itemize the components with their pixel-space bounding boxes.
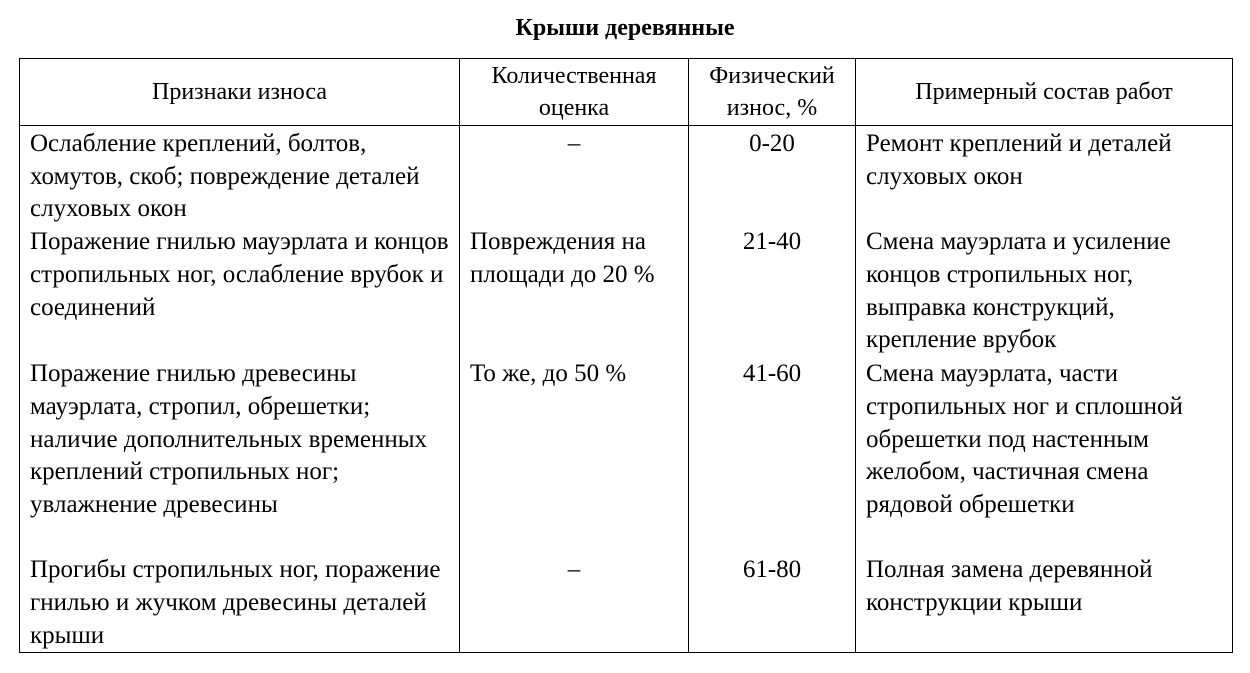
cell-wear: 41-60 [689,358,856,554]
cell-wear: 0-20 [689,126,856,227]
table-row [20,226,1233,358]
cell-signs: Ослабление креплений, болтов, хомутов, скоб; повреждение деталей слуховых окон [20,126,460,227]
cell-signs: Поражение гнилью древесины мауэрлата, стропил, обрешетки; наличие дополнительных временных креплений стропильных ног; увлажнение древесины [20,358,460,554]
table-row [20,554,1233,653]
page-title: Крыши деревянные [515,15,735,41]
cell-works: Полная замена деревянной конструкции крыши [856,554,1233,653]
cell-wear: 61-80 [689,554,856,653]
cell-quantity: Повреждения на площади до 20 % [460,226,689,358]
cell-works: Смена мауэрлата, части стропильных ног и сплошной обрешетки под настенным желобом, частичная смена рядовой обрешетки [856,358,1233,554]
cell-quantity: – [460,126,689,227]
cell-wear: 21-40 [689,226,856,358]
wear-table [19,58,1233,653]
table-row [20,126,1233,227]
table-row [20,358,1233,554]
cell-signs: Поражение гнилью мауэрлата и концов стропильных ног, ослабление врубок и соединений [20,226,460,358]
header-wear: Физический износ, % [689,59,856,126]
header-works: Примерный состав работ [856,59,1233,126]
cell-signs: Прогибы стропильных ног, поражение гнилью и жучком древесины деталей крыши [20,554,460,653]
cell-quantity: – [460,554,689,653]
cell-works: Ремонт креплений и деталей слуховых окон [856,126,1233,227]
header-quantity: Количественная оценка [460,59,689,126]
table-header-row [20,59,1233,126]
cell-quantity: То же, до 50 % [460,358,689,554]
header-signs: Признаки износа [20,59,460,126]
cell-works: Смена мауэрлата и усиление концов стропильных ног, выправка конструкций, крепление врубок [856,226,1233,358]
